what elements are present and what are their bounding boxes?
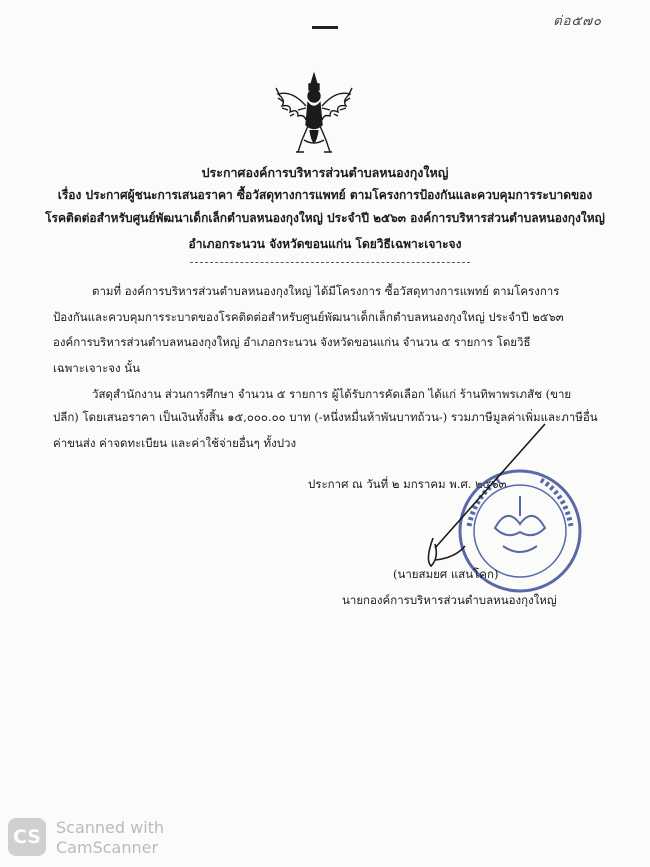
- watermark-line-1: Scanned with: [56, 818, 165, 837]
- watermark-line-2: CamScanner: [56, 838, 159, 857]
- body-line-3: องค์การบริหารส่วนตำบลหนองกุงใหญ่ อำเภอกระนวน จังหวัดขอนแก่น จำนวน ๕ รายการ โดยวิธี: [53, 335, 531, 349]
- body-line-4: เฉพาะเจาะจง นั้น: [53, 361, 141, 375]
- garuda-emblem-icon: [272, 70, 356, 160]
- announcement-date: ประกาศ ณ วันที่ ๒ มกราคม พ.ศ. ๒๕๖๓: [308, 477, 507, 491]
- camscanner-logo-icon: CS: [8, 818, 46, 856]
- issuer-heading: ประกาศองค์การบริหารส่วนตำบลหนองกุงใหญ่: [201, 165, 449, 180]
- body-line-1: ตามที่ องค์การบริหารส่วนตำบลหนองกุงใหญ่ ได้มีโครงการ ซื้อวัสดุทางการแพทย์ ตามโครงการ: [92, 284, 560, 298]
- signer-title: นายกองค์การบริหารส่วนตำบลหนองกุงใหญ่: [342, 593, 557, 607]
- body-line-7: ค่าขนส่ง ค่าจดทะเบียน และค่าใช้จ่ายอื่นๆ ทั้งปวง: [53, 436, 297, 450]
- camscanner-watermark: [56, 818, 164, 858]
- signer-name: (นายสมยศ แสนโคก): [393, 567, 499, 581]
- dashed-divider: [190, 262, 470, 263]
- subject-line-3: อำเภอกระนวน จังหวัดขอนแก่น โดยวิธีเฉพาะเจาะจง: [188, 237, 462, 251]
- subject-line-2: โรคติดต่อสำหรับศูนย์พัฒนาเด็กเล็กตำบลหนองกุงใหญ่ ประจำปี ๒๕๖๓ องค์การบริหารส่วนตำบลหนองกุงใหญ่: [45, 211, 605, 225]
- body-line-5: วัสดุสำนักงาน ส่วนการศึกษา จำนวน ๕ รายการ ผู้ได้รับการคัดเลือก ได้แก่ ร้านทิพาพรเภสัช (ขาย: [92, 387, 572, 401]
- body-line-6: ปลีก) โดยเสนอราคา เป็นเงินทั้งสิ้น ๑๕,๐๐๐.๐๐ บาท (-หนึ่งหมื่นห้าพันบาทถ้วน-) รวมภาษีมูลค่าเพิ่มและภาษีอื่น: [53, 410, 598, 424]
- body-line-2: ป้องกันและควบคุมการระบาดของโรคติดต่อสำหรับศูนย์พัฒนาเด็กเล็กตำบลหนองกุงใหญ่ ประจำปี ๒๕๖๓: [53, 310, 564, 324]
- top-dash-mark: [312, 26, 338, 29]
- handwritten-note: ต่อ๕๗๐: [553, 14, 602, 29]
- subject-line-1: เรื่อง ประกาศผู้ชนะการเสนอราคา ซื้อวัสดุทางการแพทย์ ตามโครงการป้องกันและควบคุมการระบาดของ: [57, 188, 593, 202]
- handwritten-signature: [395, 420, 555, 570]
